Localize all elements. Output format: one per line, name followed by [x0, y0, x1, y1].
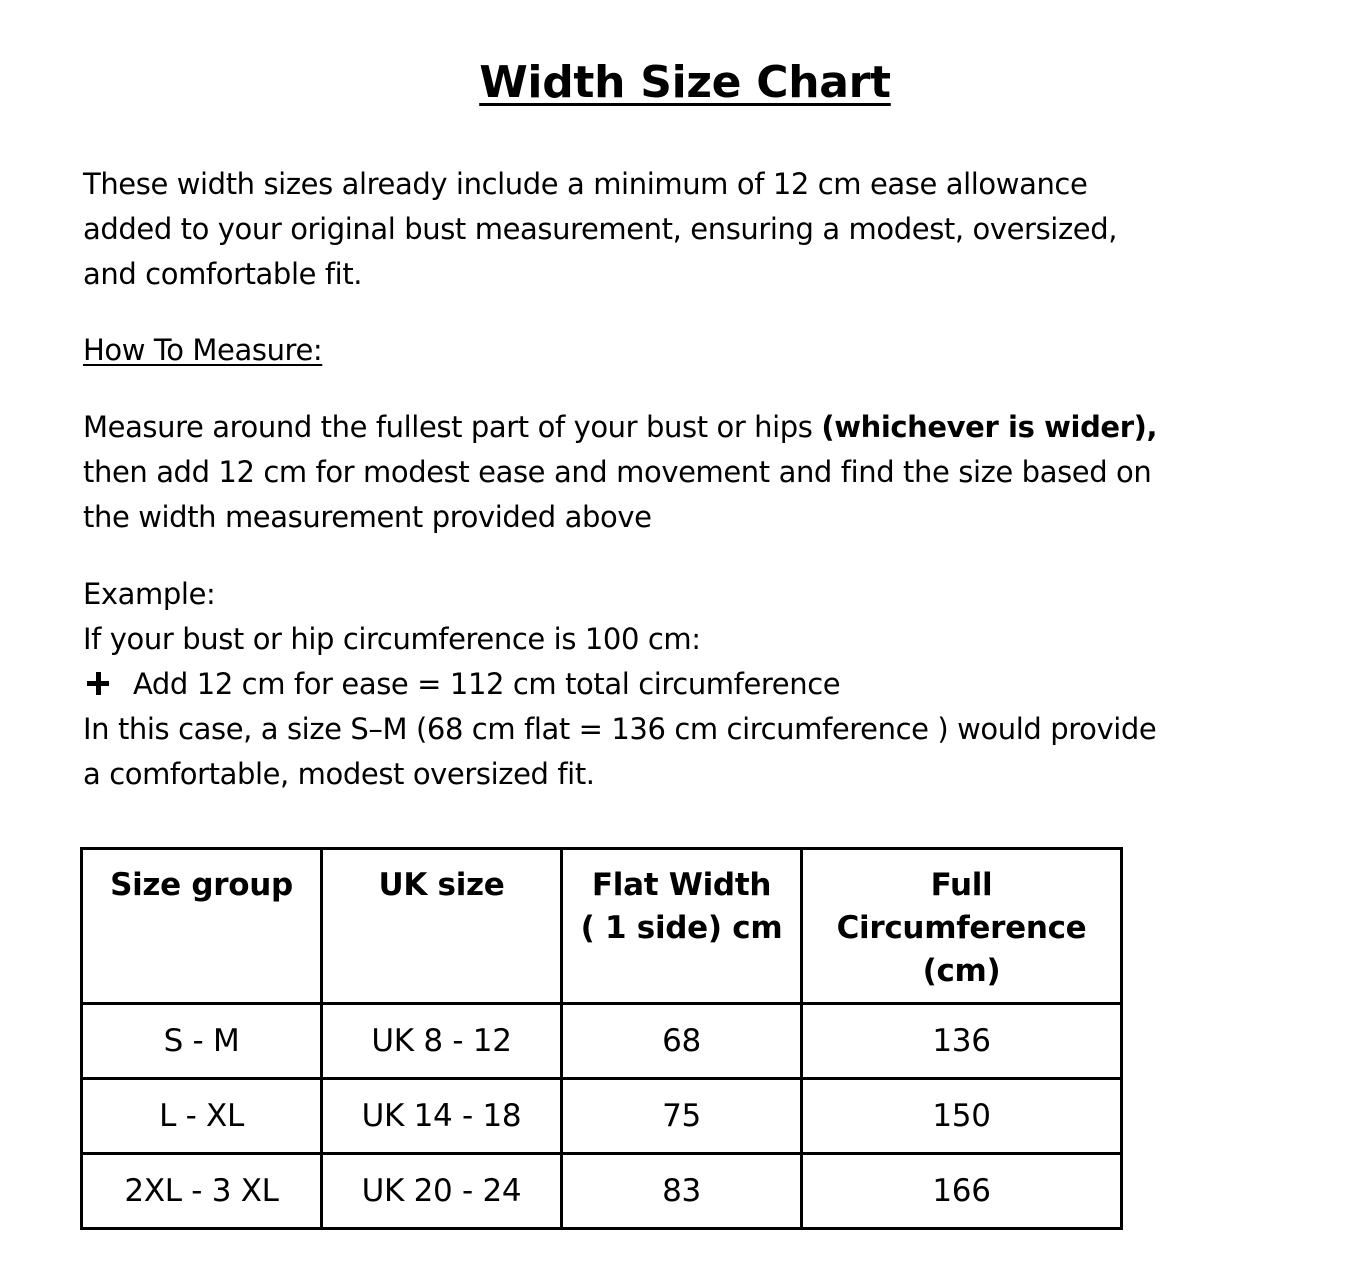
intro-line-1: These width sizes already include a minimum of 12 cm ease allowance	[83, 167, 1088, 201]
table-row	[82, 1004, 1122, 1079]
header-flat-width-line-2: ( 1 side) cm	[580, 910, 783, 946]
plus-icon	[87, 671, 113, 697]
table-header-row	[82, 849, 1122, 1004]
example-paragraph	[83, 572, 1293, 797]
header-uk-size	[322, 849, 562, 1004]
measure-line-2: then add 12 cm for modest ease and movement and find the size based on	[83, 455, 1152, 489]
header-full-circumference	[802, 849, 1122, 1004]
measure-line-3: the width measurement provided above	[83, 500, 652, 534]
intro-line-2: added to your original bust measurement, ensuring a modest, oversized,	[83, 212, 1118, 246]
page-title: Width Size Chart	[479, 57, 891, 108]
example-line-3: In this case, a size S–M (68 cm flat = 136 cm circumference ) would provide	[83, 712, 1157, 746]
intro-line-3: and comfortable fit.	[83, 257, 363, 291]
size-chart-table	[80, 847, 1123, 1230]
header-full-circ-line-3: (cm)	[922, 953, 1001, 989]
how-to-measure-heading: How To Measure:	[83, 333, 323, 367]
measure-line-1-prefix: Measure around the fullest part of your bust or hips	[83, 410, 822, 444]
header-flat-width	[562, 849, 802, 1004]
measure-line-1-bold: (whichever is wider),	[821, 410, 1158, 444]
cell-flat-width: 83	[562, 1154, 802, 1229]
cell-full-circumference: 136	[802, 1004, 1122, 1079]
cell-uk-size: UK 8 - 12	[322, 1004, 562, 1079]
header-full-circ-line-2: Circumference	[836, 910, 1087, 946]
header-size-group	[82, 849, 322, 1004]
table-row	[82, 1079, 1122, 1154]
cell-flat-width: 75	[562, 1079, 802, 1154]
cell-size-group: 2XL - 3 XL	[82, 1154, 322, 1229]
cell-flat-width: 68	[562, 1004, 802, 1079]
table-row	[82, 1154, 1122, 1229]
header-uk-size-label: UK size	[378, 867, 505, 903]
measure-paragraph	[83, 405, 1293, 540]
cell-size-group: S - M	[82, 1004, 322, 1079]
example-line-2: Add 12 cm for ease = 112 cm total circumference	[133, 667, 841, 701]
cell-full-circumference: 150	[802, 1079, 1122, 1154]
header-flat-width-line-1: Flat Width	[591, 867, 772, 903]
header-size-group-label: Size group	[110, 867, 293, 903]
example-label: Example:	[83, 577, 216, 611]
example-line-4: a comfortable, modest oversized fit.	[83, 757, 595, 791]
example-line-1: If your bust or hip circumference is 100 cm:	[83, 622, 701, 656]
cell-size-group: L - XL	[82, 1079, 322, 1154]
intro-paragraph	[83, 162, 1293, 297]
header-full-circ-line-1: Full	[930, 867, 993, 903]
cell-uk-size: UK 20 - 24	[322, 1154, 562, 1229]
cell-full-circumference: 166	[802, 1154, 1122, 1229]
cell-uk-size: UK 14 - 18	[322, 1079, 562, 1154]
